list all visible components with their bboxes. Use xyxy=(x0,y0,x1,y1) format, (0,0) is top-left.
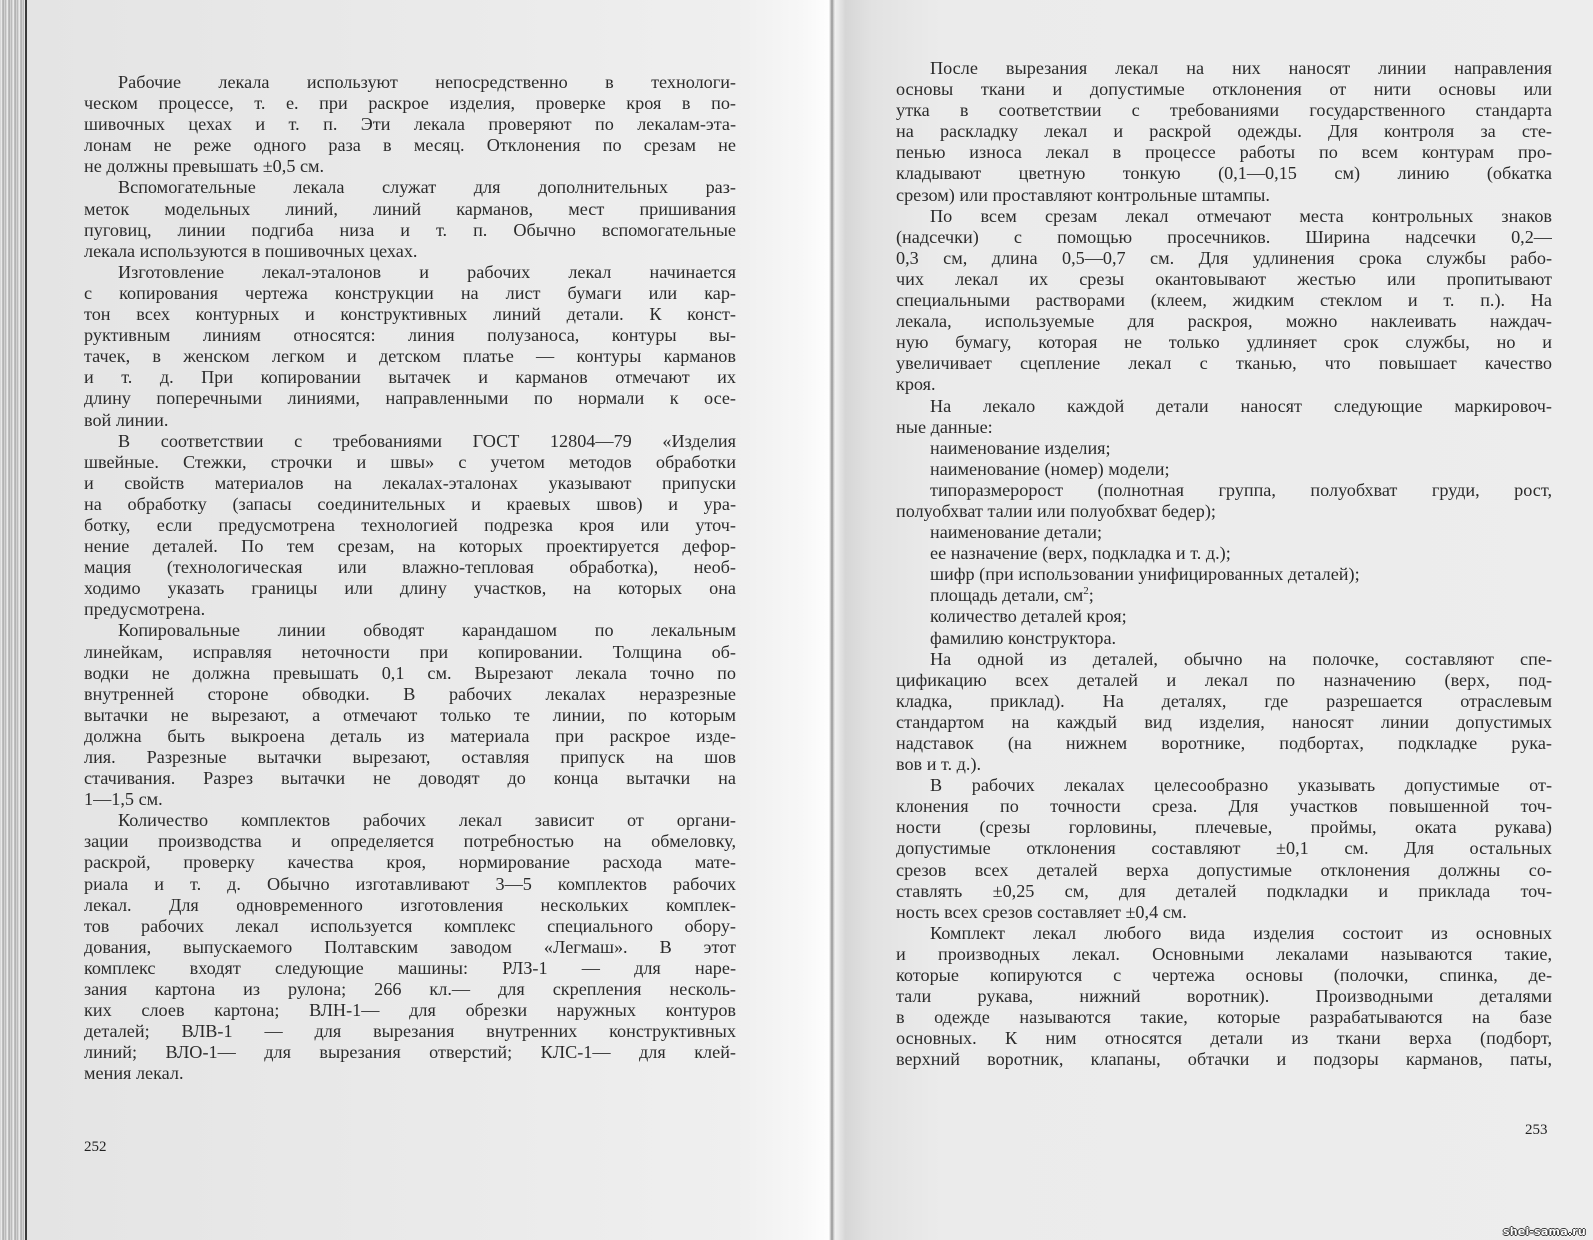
text-line-content: На одной из деталей, обычно на полочке, составляют спе- xyxy=(930,648,1552,669)
text-line-content: меток модельных линий, линий карманов, мест пришивания xyxy=(84,198,736,219)
text-line-content: вой линии. xyxy=(84,409,169,430)
text-line-content: Количество комплектов рабочих лекал зависит от органи- xyxy=(118,810,736,831)
text-line xyxy=(896,100,1552,121)
text-line xyxy=(896,480,1552,501)
text-line-content: ботку, если предусмотрена технологией подрезка кроя или уточ- xyxy=(84,514,736,535)
text-line xyxy=(896,121,1552,142)
text-line-content: наименование (номер) модели; xyxy=(930,458,1170,479)
text-line-content: типоразмеророст (полнотная группа, полуобхват груди, рост, xyxy=(930,479,1552,500)
text-line-content: верхний воротник, клапаны, обтачки и подзоры карманов, паты, xyxy=(896,1049,1552,1070)
text-line xyxy=(84,599,736,620)
text-line-content: ности (срезы горловины, плечевые, проймы, оката рукава) xyxy=(896,817,1552,838)
text-line xyxy=(896,396,1552,417)
text-line xyxy=(84,515,736,536)
text-line xyxy=(84,388,736,409)
text-line-content: чих лекал их срезы окантовывают жестью или пропитывают xyxy=(896,268,1552,289)
text-line-content: ные данные: xyxy=(896,416,993,437)
text-line-content: надставок (на нижнем воротнике, подбортах, подкладке рука- xyxy=(896,733,1552,753)
text-line xyxy=(84,93,736,114)
text-line-content: клонения по точности среза. Для участков повышенной точ- xyxy=(896,796,1552,817)
text-line xyxy=(896,311,1552,332)
text-line-content: ную бумагу, которая не только удлиняет срок службы, но и xyxy=(896,332,1552,353)
text-line xyxy=(84,304,736,325)
text-line-content: тачек, в женском легком и детском платье — контуры карманов xyxy=(84,346,736,367)
text-line-content: длину поперечными линиями, направленными по нормали к осе- xyxy=(84,388,736,409)
text-line-content: предусмотрена. xyxy=(84,599,206,620)
text-line xyxy=(84,452,736,473)
text-line xyxy=(896,142,1552,163)
text-line xyxy=(896,332,1552,353)
text-line-content: должна быть выкроена деталь из материала при раскрое изде- xyxy=(84,725,736,746)
text-line xyxy=(896,606,1552,627)
text-line xyxy=(84,114,736,135)
text-line-content: Копировальные линии обводят карандашом по лекальным xyxy=(118,620,736,641)
text-line xyxy=(896,564,1552,585)
superscript: 2 xyxy=(1083,585,1089,598)
text-line-content: нение деталей. По тем срезам, на которых проектируется дефор- xyxy=(84,536,736,557)
text-line-content: мения лекал. xyxy=(84,1063,184,1084)
text-line-content: зации производства и определяется потребностью на обмеловку, xyxy=(84,831,736,852)
text-line xyxy=(896,838,1552,859)
text-line xyxy=(896,185,1552,206)
text-line xyxy=(84,325,736,346)
text-line-content: Вспомогательные лекала служат для дополнительных раз- xyxy=(118,177,736,198)
text-line xyxy=(896,374,1552,395)
text-line xyxy=(896,944,1552,965)
text-line-content: риала и т. д. Обычно изготавливают 3—5 комплектов рабочих xyxy=(84,873,736,894)
text-line-content: увеличивает сцепление лекал с тканью, что повышает качество xyxy=(896,353,1552,374)
text-line xyxy=(896,775,1552,796)
text-line-content: швейные. Стежки, строчки и швы» с учетом методов обработки xyxy=(84,451,736,472)
text-line-content: количество деталей кроя; xyxy=(930,606,1127,627)
text-line xyxy=(84,262,736,283)
book-binding-edge xyxy=(0,0,24,1240)
text-line-content: полуобхват талии или полуобхват бедер); xyxy=(896,500,1216,521)
text-line xyxy=(896,248,1552,269)
text-line-content: пенью износа лекал в процессе работы по всем контурам про- xyxy=(896,142,1552,163)
text-line xyxy=(84,831,736,852)
text-line-content: не должны превышать ±0,5 см. xyxy=(84,156,325,177)
text-line-content: на раскладку лекал и раскрой одежды. Для контроля за сте- xyxy=(896,121,1552,142)
text-line xyxy=(84,1063,736,1084)
text-line xyxy=(84,410,736,431)
text-line-content: комплекс входят следующие машины: РЛЗ-1 — для наре- xyxy=(84,957,736,978)
text-line xyxy=(896,965,1552,986)
text-line xyxy=(84,979,736,1000)
text-line xyxy=(84,684,736,705)
text-line xyxy=(896,733,1552,754)
text-line-content: на обработку (запасы соединительных и краевых швов) и ура- xyxy=(84,493,736,514)
text-line-content: основных. К ним относятся детали из ткани верха (подборт, xyxy=(896,1028,1552,1049)
text-line xyxy=(84,937,736,958)
text-line xyxy=(84,705,736,726)
text-line-content: тон всех контурных и конструктивных линий детали. К конст- xyxy=(84,304,736,325)
text-line xyxy=(84,135,736,156)
text-line xyxy=(896,227,1552,248)
text-line xyxy=(84,916,736,937)
text-line xyxy=(84,768,736,789)
text-line xyxy=(896,206,1552,227)
text-line-content: пуговиц, линии подгиба низа и т. п. Обычно вспомогательные xyxy=(84,219,736,240)
text-line-content: основы ткани и допустимые отклонения от нити основы или xyxy=(896,79,1552,100)
text-line-content: На лекало каждой детали наносят следующие маркировоч- xyxy=(930,395,1552,416)
text-line-content: стандартом на каждый вид изделия, наносят линии допустимых xyxy=(896,711,1552,732)
text-line xyxy=(84,199,736,220)
text-line xyxy=(896,817,1552,838)
text-line xyxy=(896,881,1552,902)
text-line-content: утка в соответствии с требованиями государственного стандарта xyxy=(896,100,1552,121)
text-line-content: специальными растворами (клеем, жидким стеклом и т. п.). На xyxy=(896,290,1552,311)
text-line-content: мация (технологическая или влажно-тепловая обработка), необ- xyxy=(84,557,736,578)
page-number-left: 252 xyxy=(84,1139,107,1155)
text-line xyxy=(896,58,1552,79)
text-line xyxy=(84,177,736,198)
text-line xyxy=(896,585,1552,606)
text-line xyxy=(84,958,736,979)
text-line xyxy=(896,1028,1552,1049)
text-line xyxy=(896,649,1552,670)
text-line xyxy=(84,494,736,515)
text-line-content: После вырезания лекал на них наносят линии направления xyxy=(930,58,1552,78)
text-line-content: и производных лекал. Основными лекалами называются такие, xyxy=(896,943,1552,964)
text-line-content: линий; ВЛО-1— для вырезания отверстий; КЛС-1— для клей- xyxy=(84,1042,736,1063)
text-line-content: и свойств материалов на лекалах-эталонах указывают припуски xyxy=(84,472,736,493)
text-line xyxy=(896,670,1552,691)
text-line xyxy=(896,522,1552,543)
text-line xyxy=(84,431,736,452)
text-line-content: деталей; ВЛВ-1 — для вырезания внутренних конструктивных xyxy=(84,1021,736,1042)
text-line xyxy=(896,459,1552,480)
text-line xyxy=(84,72,736,93)
text-line-content: ческом процессе, т. е. при раскрое изделия, проверке кроя в по- xyxy=(84,93,736,114)
text-line-content: срезом) или проставляют контрольные штампы. xyxy=(896,184,1270,205)
text-line xyxy=(84,663,736,684)
text-line-content: лекал. Для одновременного изготовления нескольких комплек- xyxy=(84,894,736,915)
text-line xyxy=(84,1021,736,1042)
text-line-content: В рабочих лекалах целесообразно указывать допустимые от- xyxy=(930,775,1552,796)
book-spine-gutter xyxy=(829,0,835,1240)
text-line xyxy=(84,241,736,262)
text-line-content: вов и т. д.). xyxy=(896,754,982,775)
text-line-content: кроя. xyxy=(896,374,936,395)
text-line-content: кладывают цветную тонкую (0,1—0,15 см) линию (обкатка xyxy=(896,163,1552,184)
text-line xyxy=(896,754,1552,775)
text-line xyxy=(84,726,736,747)
text-line-content: вытачки не вырезают, а отмечают только те линии, по которым xyxy=(84,704,736,725)
text-line-content: раскрой, проверку качества кроя, нормирование расхода мате- xyxy=(84,852,736,873)
text-line-content: (надсечки) с помощью просечников. Ширина надсечки 0,2— xyxy=(896,226,1552,247)
text-line-content: стачивания. Разрез вытачки не доводят до конца вытачки на xyxy=(84,768,736,789)
text-line-content: В соответствии с требованиями ГОСТ 12804—79 «Изделия xyxy=(118,430,736,451)
text-line xyxy=(84,642,736,663)
text-line xyxy=(84,473,736,494)
text-line-content: в одежде называются такие, которые разрабатываются на базе xyxy=(896,1007,1552,1028)
text-line xyxy=(896,860,1552,881)
text-line-content: линейкам, исправляя неточности при копировании. Толщина об- xyxy=(84,641,736,662)
text-line-content: наименование изделия; xyxy=(930,437,1111,458)
text-line-content: ходимо указать границы или длину участков, на которых она xyxy=(84,578,736,599)
text-line-content: водки не должна превышать 0,1 см. Вырезают лекала точно по xyxy=(84,662,736,683)
text-line xyxy=(84,156,736,177)
text-line xyxy=(84,1042,736,1063)
text-line xyxy=(896,986,1552,1007)
text-line xyxy=(896,691,1552,712)
right-page-text xyxy=(896,58,1552,1071)
text-line-content: лия. Разрезные вытачки вырезают, оставляя припуск на шов xyxy=(84,747,736,767)
text-line xyxy=(84,620,736,641)
text-line-content: и т. д. При копировании вытачек и карманов отмечают их xyxy=(84,367,736,388)
text-line xyxy=(896,501,1552,522)
text-line xyxy=(896,1049,1552,1070)
text-line xyxy=(896,1007,1552,1028)
text-line xyxy=(896,543,1552,564)
text-line xyxy=(84,283,736,304)
text-line-content: ких слоев картона; ВЛН-1— для обрезки наружных контуров xyxy=(84,1000,736,1021)
page-number-right: 253 xyxy=(1525,1122,1548,1138)
text-line-content: площадь детали, см xyxy=(930,585,1084,606)
text-line xyxy=(896,438,1552,459)
text-line-content: тали рукава, нижний воротник). Производными деталями xyxy=(896,986,1552,1007)
text-line xyxy=(84,789,736,810)
text-line xyxy=(84,747,736,768)
text-line xyxy=(896,79,1552,100)
text-line-content: ставлять ±0,25 см, для деталей подкладки и приклада точ- xyxy=(896,880,1552,901)
text-line xyxy=(84,874,736,895)
text-line-content: Рабочие лекала используют непосредственно в технологи- xyxy=(118,72,736,92)
text-line-content: срезов всех деталей верха допустимые отклонения должны со- xyxy=(896,859,1552,880)
text-line-content: внутренней стороне обводки. В рабочих лекалах неразрезные xyxy=(84,683,736,704)
text-line xyxy=(896,628,1552,649)
text-line-content: цификацию всех деталей и лекал по назначению (верх, под- xyxy=(896,669,1552,690)
text-line-content: наименование детали; xyxy=(930,522,1103,543)
text-line-content: 1—1,5 см. xyxy=(84,789,163,810)
text-line-content: дования, выпускаемого Полтавским заводом «Легмаш». В этот xyxy=(84,936,736,957)
text-line-content: лонам не реже одного раза в месяц. Отклонения по срезам не xyxy=(84,135,736,156)
text-line-content: кладка, приклад). На деталях, где разрешается отраслевым xyxy=(896,690,1552,711)
text-line-content: Комплект лекал любого вида изделия состоит из основных xyxy=(930,922,1552,943)
text-line xyxy=(84,536,736,557)
text-line-content: ее назначение (верх, подкладка и т. д.); xyxy=(930,543,1231,564)
text-line xyxy=(896,712,1552,733)
text-line xyxy=(896,163,1552,184)
text-line-content: ность всех срезов составляет ±0,4 см. xyxy=(896,901,1187,922)
text-line xyxy=(896,290,1552,311)
text-line xyxy=(84,852,736,873)
text-line-content: зания картона из рулона; 266 кл.— для скрепления несколь- xyxy=(84,979,736,1000)
text-line-content: фамилию конструктора. xyxy=(930,627,1117,648)
text-line xyxy=(84,557,736,578)
text-line xyxy=(84,810,736,831)
text-line xyxy=(896,353,1552,374)
text-line-content: Изготовление лекал-эталонов и рабочих лекал начинается xyxy=(118,261,736,282)
text-line xyxy=(84,220,736,241)
text-line-content: шивочных цехах и т. п. Эти лекала проверяют по лекалам-эта- xyxy=(84,114,736,135)
text-line xyxy=(84,367,736,388)
text-line xyxy=(896,417,1552,438)
left-page-text xyxy=(84,72,736,1085)
text-line-content: лекала используются в пошивочных цехах. xyxy=(84,240,418,261)
text-line-content: с копирования чертежа конструкции на лист бумаги или кар- xyxy=(84,282,736,303)
text-line-content: лекала, используемые для раскроя, можно наклеивать наждач- xyxy=(896,311,1552,332)
site-watermark: shei-sama.ru xyxy=(1503,1225,1586,1238)
text-line-content: руктивным линиям относятся: линия полузаноса, контуры вы- xyxy=(84,325,736,346)
text-line-content: шифр (при использовании унифицированных деталей); xyxy=(930,564,1360,585)
text-line xyxy=(896,902,1552,923)
text-line xyxy=(896,923,1552,944)
text-line-suffix: ; xyxy=(1088,585,1094,606)
text-line-content: 0,3 см, длина 0,5—0,7 см. Для удлинения срока службы рабо- xyxy=(896,247,1552,268)
text-line-content: По всем срезам лекал отмечают места контрольных знаков xyxy=(930,205,1552,226)
text-line xyxy=(84,346,736,367)
text-line-content: которые копируются с чертежа основы (полочки, спинка, де- xyxy=(896,965,1552,986)
text-line-content: тов рабочих лекал используется комплекс специального обору- xyxy=(84,915,736,936)
text-line xyxy=(84,578,736,599)
text-line xyxy=(84,1000,736,1021)
text-line xyxy=(896,269,1552,290)
text-line-content: допустимые отклонения составляют ±0,1 см. Для остальных xyxy=(896,838,1552,859)
text-line xyxy=(896,796,1552,817)
text-line xyxy=(84,895,736,916)
